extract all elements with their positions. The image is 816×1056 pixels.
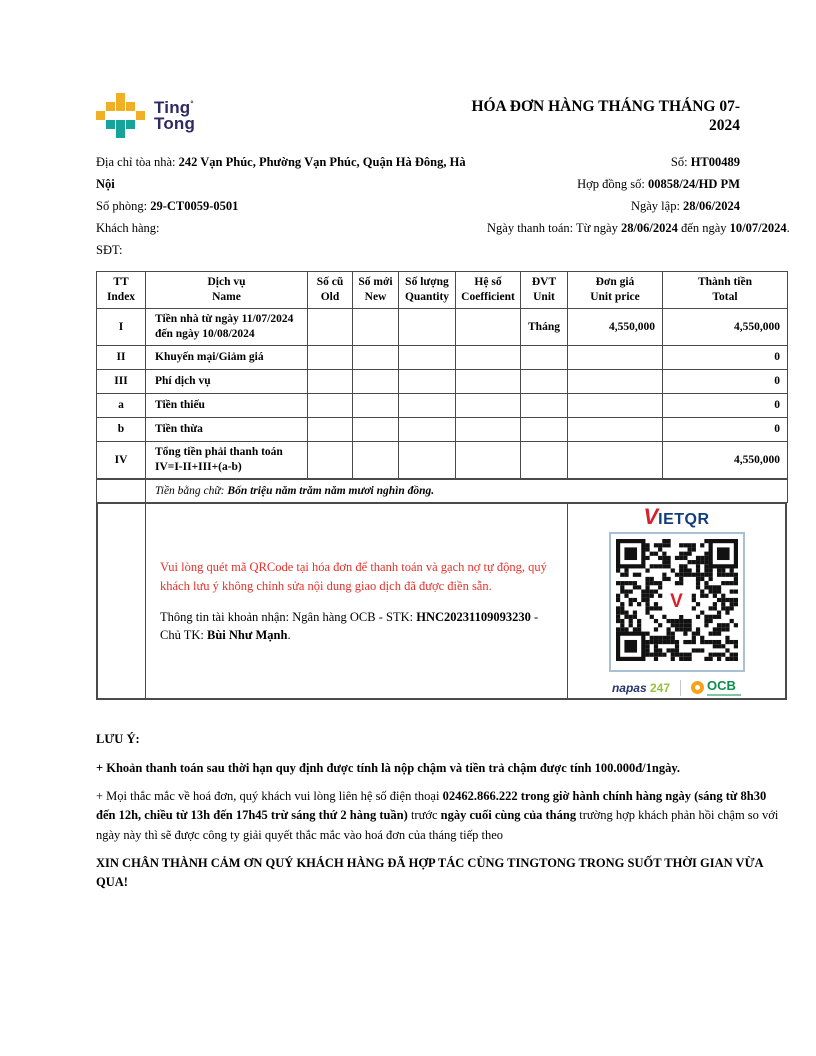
- table-cell: [568, 345, 663, 369]
- table-cell: [353, 417, 399, 441]
- invoice-number: Số: HT00489: [670, 155, 740, 169]
- napas-logo: napas 247: [611, 680, 671, 695]
- table-cell: [399, 308, 456, 345]
- qr-code: [609, 532, 745, 672]
- table-cell: III: [97, 369, 146, 393]
- table-cell: [456, 345, 521, 369]
- table-cell: [399, 393, 456, 417]
- col-header-unit: ĐVT Unit: [521, 272, 568, 309]
- payment-period: Ngày thanh toán: Từ ngày 28/06/2024 đến ngày 10/07/2024.: [487, 221, 790, 235]
- info-right: [487, 151, 790, 261]
- customer-label: Khách hàng:: [96, 221, 160, 235]
- table-row: [97, 308, 788, 345]
- table-cell: [568, 393, 663, 417]
- table-cell: [568, 369, 663, 393]
- table-cell: Tháng: [521, 308, 568, 345]
- account-info: Thông tin tài khoản nhận: Ngân hàng OCB - STK: HNC20231109093230 - Chủ TK: Bùi Như Mạnh.: [160, 609, 539, 642]
- col-header-new: Số mới New: [353, 272, 399, 309]
- invoice-info: [96, 151, 790, 261]
- col-header-coefficient: Hệ số Coefficient: [456, 272, 521, 309]
- table-cell: [353, 345, 399, 369]
- table-cell: [399, 345, 456, 369]
- table-cell: [308, 441, 353, 478]
- table-cell: [521, 417, 568, 441]
- table-cell: 0: [663, 345, 788, 369]
- logo-line2: Tong: [154, 114, 196, 133]
- table-cell: 0: [663, 369, 788, 393]
- table-header-row: [97, 272, 788, 309]
- table-row: [97, 393, 788, 417]
- col-header-total: Thành tiền Total: [663, 272, 788, 309]
- col-header-quantity: Số lượng Quantity: [399, 272, 456, 309]
- thanks-message: XIN CHÂN THÀNH CẢM ƠN QUÝ KHÁCH HÀNG ĐÃ HỢP TÁC CÙNG TINGTONG TRONG SUỐT THỜI GIAN VỪA QUA!: [96, 856, 763, 890]
- tingtong-logo: [96, 93, 195, 139]
- table-cell: IV: [97, 441, 146, 478]
- tingtong-logo-text: [154, 97, 196, 133]
- table-cell: [353, 393, 399, 417]
- late-payment-note: + Khoản thanh toán sau thời hạn quy định được tính là nộp chậm và tiền trả chậm được tính 100.000đ/1ngày.: [96, 760, 681, 775]
- table-cell: [353, 369, 399, 393]
- table-cell: [521, 345, 568, 369]
- building-address: Địa chỉ tòa nhà: 242 Vạn Phúc, Phường Vạn Phúc, Quận Hà Đông, Hà Nội: [96, 155, 466, 191]
- info-left: [96, 151, 481, 261]
- contract-number: Hợp đồng số: 00858/24/HD PM: [577, 177, 740, 191]
- table-cell: [97, 479, 146, 503]
- qr-panel: [568, 504, 785, 698]
- qr-notice-red: Vui lòng quét mã QRCode tại hóa đơn để thanh toán và gạch nợ tự động, quý khách lưu ý không chỉnh sửa nội dung giao dịch đã được điền sẵn.: [160, 560, 547, 593]
- table-cell: [568, 417, 663, 441]
- footer-notes: [96, 730, 787, 893]
- contact-note: + Mọi thắc mắc về hoá đơn, quý khách vui lòng liên hệ số điện thoại 02462.866.222 trong giờ hành chính hàng ngày (sáng từ 8h30 đến 12h, chiều từ 13h đến 17h45 trừ sáng thứ 2 hàng tuần) trước ngày cuối cùng của tháng trường hợp khách phản hồi chậm so với ngày này thì sẽ được công ty giải quyết thắc mắc vào hoá đơn của tháng tiếp theo: [96, 788, 779, 842]
- table-row: [97, 369, 788, 393]
- col-header-unit-price: Đơn giá Unit price: [568, 272, 663, 309]
- table-cell: [521, 393, 568, 417]
- table-cell: I: [97, 308, 146, 345]
- col-header-name: Dịch vụ Name: [146, 272, 308, 309]
- table-cell: [308, 345, 353, 369]
- table-cell: [308, 369, 353, 393]
- table-cell: [308, 417, 353, 441]
- payment-box: [96, 502, 787, 700]
- col-header-old: Số cũ Old: [308, 272, 353, 309]
- logo-trademark: °: [190, 99, 194, 109]
- brand-divider: [680, 680, 681, 696]
- table-cell: Tiền thừa: [146, 417, 308, 441]
- table-cell: [308, 308, 353, 345]
- payment-instructions: [146, 504, 568, 698]
- vietqr-logo: VIETQR: [643, 504, 710, 530]
- table-cell: 0: [663, 417, 788, 441]
- table-cell: a: [97, 393, 146, 417]
- table-cell: 4,550,000: [663, 308, 788, 345]
- table-cell: Phí dịch vụ: [146, 369, 308, 393]
- note-title: LƯU Ý:: [96, 732, 140, 747]
- table-cell: 4,550,000: [568, 308, 663, 345]
- vietqr-center-icon: V: [664, 589, 690, 615]
- table-cell: [399, 369, 456, 393]
- table-cell: Tiền thiếu: [146, 393, 308, 417]
- table-cell: [568, 441, 663, 478]
- table-cell: [399, 417, 456, 441]
- amount-in-words-row: [97, 479, 788, 503]
- room-number: Số phòng: 29-CT0059-0501: [96, 199, 239, 213]
- header: [96, 93, 787, 139]
- table-row: [97, 345, 788, 369]
- table-row: [97, 417, 788, 441]
- table-cell: Tổng tiền phải thanh toán IV=I-II+III+(a-b): [146, 441, 308, 478]
- table-row-grand-total: [97, 441, 788, 478]
- table-cell: [521, 369, 568, 393]
- table-cell: [521, 441, 568, 478]
- table-cell: [456, 417, 521, 441]
- table-cell: [399, 441, 456, 478]
- table-cell: 4,550,000: [663, 441, 788, 478]
- amount-in-words: Tiền bằng chữ: Bốn triệu năm trăm năm mươi nghìn đồng.: [146, 479, 788, 503]
- col-header-index: TT Index: [97, 272, 146, 309]
- invoice-table: [96, 271, 788, 503]
- table-cell: 0: [663, 393, 788, 417]
- table-cell: [353, 441, 399, 478]
- ocb-logo: OCB: [691, 679, 741, 696]
- invoice-title: HÓA ĐƠN HÀNG THÁNG THÁNG 07-2024: [471, 98, 740, 135]
- ocb-tagline: [707, 694, 741, 696]
- table-cell: [456, 393, 521, 417]
- table-cell: [456, 369, 521, 393]
- logo-line1: Ting: [154, 97, 191, 117]
- table-cell: Khuyến mại/Giảm giá: [146, 345, 308, 369]
- table-cell: Tiền nhà từ ngày 11/07/2024 đến ngày 10/08/2024: [146, 308, 308, 345]
- table-cell: b: [97, 417, 146, 441]
- table-cell: [456, 441, 521, 478]
- payment-brands: [612, 679, 741, 696]
- issue-date: Ngày lập: 28/06/2024: [630, 199, 740, 213]
- table-cell: [308, 393, 353, 417]
- phone-label: SĐT:: [96, 243, 123, 257]
- tingtong-logo-icon: [96, 93, 146, 139]
- table-cell: II: [97, 345, 146, 369]
- ocb-circle-icon: [691, 681, 704, 694]
- table-cell: [353, 308, 399, 345]
- table-cell: [456, 308, 521, 345]
- payment-box-spacer: [98, 504, 146, 698]
